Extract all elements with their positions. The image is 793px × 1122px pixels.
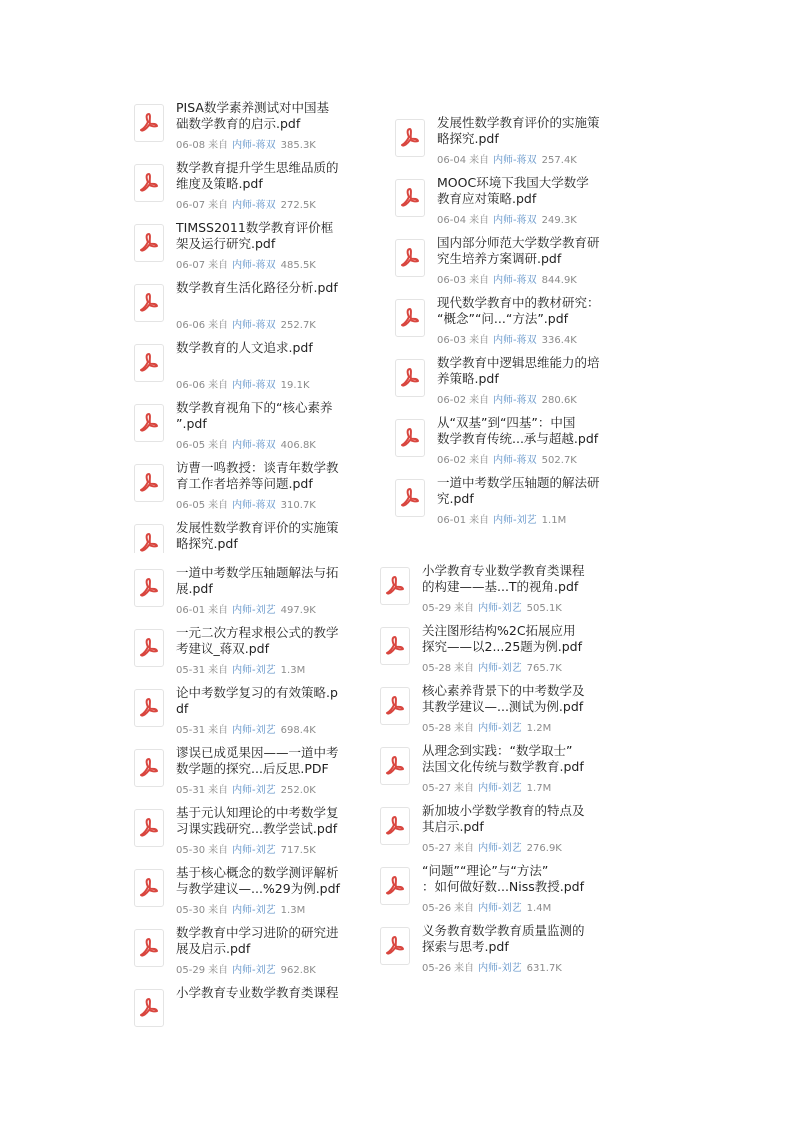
source-prefix: 来自 <box>208 440 229 451</box>
file-name-line-2: 其启示.pdf <box>422 819 484 834</box>
file-name-line-1: TIMSS2011数学教育评价框 <box>176 220 334 235</box>
file-name-line-2: 探索与思考.pdf <box>422 939 509 954</box>
file-date: 06-02 <box>437 395 467 406</box>
source-prefix: 来自 <box>469 395 490 406</box>
file-meta <box>176 961 316 976</box>
pdf-file-icon <box>395 359 425 397</box>
file-name[interactable] <box>422 623 610 655</box>
source-prefix: 来自 <box>208 725 229 736</box>
file-date: 06-06 <box>176 320 206 331</box>
file-meta <box>437 151 577 166</box>
file-name-line-2: 与教学建议—...%29为例.pdf <box>176 881 340 896</box>
file-source[interactable]: 内师-蒋双 <box>493 215 537 226</box>
file-source[interactable]: 内师-蒋双 <box>232 320 276 331</box>
file-list-item[interactable] <box>134 685 360 745</box>
file-name-line-1: 发展性数学教育评价的实施策 <box>176 520 339 535</box>
file-name-line-1: 基于元认知理论的中考数学复 <box>176 805 339 820</box>
file-name-line-2: 究生培养方案调研.pdf <box>437 251 562 266</box>
file-date: 05-28 <box>422 723 452 734</box>
file-name-line-1: 从“双基”到“四基”：中国 <box>437 415 576 430</box>
source-prefix: 来自 <box>469 275 490 286</box>
file-list-item[interactable] <box>380 683 610 743</box>
file-size: 252.0K <box>280 785 316 796</box>
file-name-line-1: 关注图形结构%2C拓展应用 <box>422 623 576 638</box>
file-name[interactable] <box>176 280 380 296</box>
pdf-file-icon <box>380 807 410 845</box>
file-size: 336.4K <box>541 335 577 346</box>
file-name-line-2: 育工作者培养等问题.pdf <box>176 476 313 491</box>
pdf-file-icon <box>134 869 164 907</box>
file-size: 765.7K <box>526 663 562 674</box>
file-name[interactable] <box>422 863 610 895</box>
file-source[interactable]: 内师-刘艺 <box>232 965 276 976</box>
file-list-item[interactable] <box>395 475 620 535</box>
file-name-line-2: 其教学建议—...测试为例.pdf <box>422 699 584 714</box>
file-name-line-1: 从理念到实践：“数学取士” <box>422 743 573 758</box>
file-date: 06-08 <box>176 140 206 151</box>
file-name-line-2: 法国文化传统与数学教育.pdf <box>422 759 584 774</box>
source-prefix: 来自 <box>454 903 475 914</box>
file-name-line-2: 展.pdf <box>176 581 213 596</box>
file-source[interactable]: 内师-蒋双 <box>493 335 537 346</box>
file-name[interactable] <box>176 865 360 897</box>
source-prefix: 来自 <box>469 335 490 346</box>
file-date: 06-01 <box>437 515 467 526</box>
file-date: 05-26 <box>422 963 452 974</box>
pdf-file-icon <box>395 419 425 457</box>
file-meta <box>437 331 577 346</box>
file-date: 05-26 <box>422 903 452 914</box>
pdf-file-icon <box>380 927 410 965</box>
pdf-file-icon <box>395 479 425 517</box>
file-name[interactable] <box>422 803 610 835</box>
file-name-line-2: 维度及策略.pdf <box>176 176 263 191</box>
file-date: 05-30 <box>176 905 206 916</box>
pdf-file-icon <box>380 627 410 665</box>
file-date: 05-31 <box>176 785 206 796</box>
file-size: 717.5K <box>280 845 316 856</box>
file-source[interactable]: 内师-蒋双 <box>493 455 537 466</box>
file-name-line-1: 小学教育专业数学教育类课程 <box>422 563 585 578</box>
file-list-item[interactable] <box>380 563 610 623</box>
file-name[interactable] <box>176 100 380 132</box>
file-size: 272.5K <box>280 200 316 211</box>
source-prefix: 来自 <box>454 843 475 854</box>
file-meta <box>422 599 562 614</box>
file-name[interactable] <box>437 235 620 267</box>
file-name[interactable] <box>437 115 620 147</box>
file-source[interactable]: 内师-蒋双 <box>232 380 276 391</box>
file-list-column-right <box>395 115 620 545</box>
file-date: 06-05 <box>176 440 206 451</box>
pdf-file-icon <box>134 989 164 1027</box>
file-source[interactable]: 内师-刘艺 <box>478 663 522 674</box>
file-list-item[interactable] <box>134 745 360 805</box>
file-name[interactable] <box>437 475 620 507</box>
file-name[interactable] <box>176 340 380 356</box>
file-source[interactable]: 内师-刘艺 <box>232 725 276 736</box>
pdf-file-icon <box>134 344 164 382</box>
file-name-line-1: 一道中考数学压轴题的解法研 <box>437 475 600 490</box>
pdf-file-icon <box>134 749 164 787</box>
file-name[interactable] <box>176 160 380 192</box>
file-date: 06-07 <box>176 260 206 271</box>
file-source[interactable]: 内师-蒋双 <box>232 260 276 271</box>
file-date: 06-03 <box>437 275 467 286</box>
source-prefix: 来自 <box>454 723 475 734</box>
file-meta <box>437 391 577 406</box>
file-size: 19.1K <box>280 380 310 391</box>
file-name-line-2: 数学题的探究...后反思.PDF <box>176 761 329 776</box>
file-date: 06-04 <box>437 155 467 166</box>
file-name-line-1: 谬误已成觅果因——一道中考 <box>176 745 339 760</box>
source-prefix: 来自 <box>208 665 229 676</box>
file-source[interactable]: 内师-刘艺 <box>232 845 276 856</box>
file-name[interactable] <box>437 295 620 327</box>
file-date: 05-28 <box>422 663 452 674</box>
file-date: 05-29 <box>422 603 452 614</box>
file-meta <box>176 376 310 391</box>
file-name-line-2: 探究——以2...25题为例.pdf <box>422 639 583 654</box>
file-name[interactable] <box>176 625 360 657</box>
pdf-file-icon <box>134 569 164 607</box>
file-source[interactable]: 内师-刘艺 <box>478 783 522 794</box>
file-name-line-1: “问题”“理论”与“方法” <box>422 863 549 878</box>
file-meta <box>176 601 316 616</box>
file-name-line-1: 现代数学教育中的教材研究： <box>437 295 600 310</box>
file-meta <box>176 901 305 916</box>
source-prefix: 来自 <box>208 320 229 331</box>
file-name[interactable] <box>176 460 380 492</box>
file-size: 497.9K <box>280 605 316 616</box>
file-size: 1.4M <box>526 903 552 914</box>
source-prefix: 来自 <box>208 965 229 976</box>
file-date: 06-05 <box>176 500 206 511</box>
source-prefix: 来自 <box>208 500 229 511</box>
file-size: 276.9K <box>526 843 562 854</box>
file-name[interactable] <box>176 985 360 1001</box>
file-name-line-1: 义务教育数学教育质量监测的 <box>422 923 585 938</box>
file-name-line-2: ”.pdf <box>176 416 207 431</box>
file-name-line-1: 发展性数学教育评价的实施策 <box>437 115 600 130</box>
pdf-file-icon <box>134 929 164 967</box>
file-name[interactable] <box>176 565 360 597</box>
file-list-item[interactable] <box>395 175 620 235</box>
source-prefix: 来自 <box>454 963 475 974</box>
file-source[interactable]: 内师-蒋双 <box>232 140 276 151</box>
file-date: 06-03 <box>437 335 467 346</box>
file-name-line-2: 习课实践研究...教学尝试.pdf <box>176 821 338 836</box>
file-meta <box>176 436 316 451</box>
file-name-line-1: 数学教育生活化路径分析.pdf <box>176 280 338 295</box>
file-size: 257.4K <box>541 155 577 166</box>
file-source[interactable]: 内师-刘艺 <box>478 843 522 854</box>
file-size: 485.5K <box>280 260 316 271</box>
file-name[interactable] <box>176 520 380 552</box>
file-name-line-2: 教育应对策略.pdf <box>437 191 537 206</box>
file-name-line-1: MOOC环境下我国大学数学 <box>437 175 589 190</box>
file-name-line-1: 访曹一鸣教授：谈青年数学教 <box>176 460 339 475</box>
file-meta <box>176 1021 188 1032</box>
source-prefix: 来自 <box>469 215 490 226</box>
file-source[interactable]: 内师-刘艺 <box>493 515 537 526</box>
file-date: 06-06 <box>176 380 206 391</box>
file-name[interactable] <box>176 685 360 717</box>
file-date: 06-07 <box>176 200 206 211</box>
file-size: 698.4K <box>280 725 316 736</box>
file-source[interactable]: 内师-刘艺 <box>478 603 522 614</box>
file-name-line-1: 一元二次方程求根公式的教学 <box>176 625 339 640</box>
pdf-file-icon <box>134 809 164 847</box>
file-list-item[interactable] <box>134 985 360 1045</box>
file-list-item[interactable] <box>134 280 380 340</box>
file-size: 505.1K <box>526 603 562 614</box>
file-name[interactable] <box>422 743 610 775</box>
file-name-line-2: 究.pdf <box>437 491 474 506</box>
file-name-line-1: 国内部分师范大学数学教育研 <box>437 235 600 250</box>
pdf-file-icon <box>395 239 425 277</box>
file-meta <box>176 316 316 331</box>
file-source[interactable]: 内师-刘艺 <box>232 605 276 616</box>
source-prefix: 来自 <box>208 140 229 151</box>
file-meta <box>176 256 316 271</box>
file-name-line-2: 考建议_蒋双.pdf <box>176 641 269 656</box>
file-name-line-2: 展及启示.pdf <box>176 941 251 956</box>
file-list-item[interactable] <box>134 865 360 925</box>
file-source[interactable]: 内师-蒋双 <box>232 440 276 451</box>
file-size: 310.7K <box>280 500 316 511</box>
file-meta <box>422 899 551 914</box>
pdf-file-icon <box>134 629 164 667</box>
pdf-file-icon <box>134 164 164 202</box>
file-source[interactable]: 内师-刘艺 <box>232 665 276 676</box>
file-date: 05-30 <box>176 845 206 856</box>
file-list-item[interactable] <box>134 805 360 865</box>
file-name-line-1: 小学教育专业数学教育类课程 <box>176 985 339 1000</box>
source-prefix: 来自 <box>208 200 229 211</box>
file-date: 06-04 <box>437 215 467 226</box>
file-name-line-1: 核心素养背景下的中考数学及 <box>422 683 585 698</box>
file-list-item[interactable] <box>134 925 360 985</box>
file-source[interactable]: 内师-蒋双 <box>493 395 537 406</box>
file-name-line-1: 数学教育视角下的“核心素养 <box>176 400 333 415</box>
file-name-line-2: 略探究.pdf <box>176 536 238 551</box>
file-list-item[interactable] <box>380 863 610 923</box>
screenshot-bottom-right <box>365 553 610 988</box>
pdf-file-icon <box>134 284 164 322</box>
file-list-item[interactable] <box>134 565 360 625</box>
file-name-line-2: 略探究.pdf <box>437 131 499 146</box>
file-size: 1.7M <box>526 783 552 794</box>
file-meta <box>437 271 577 286</box>
file-date: 05-27 <box>422 783 452 794</box>
source-prefix: 来自 <box>469 455 490 466</box>
file-list-item[interactable] <box>380 743 610 803</box>
file-meta <box>176 196 316 211</box>
file-source[interactable]: 内师-刘艺 <box>232 905 276 916</box>
file-name-line-2: 数学教育传统...承与超越.pdf <box>437 431 599 446</box>
file-date: 06-01 <box>176 605 206 616</box>
file-source[interactable]: 内师-蒋双 <box>493 155 537 166</box>
file-name-line-1: 数学教育提升学生思维品质的 <box>176 160 339 175</box>
file-name-line-1: 基于核心概念的数学测评解析 <box>176 865 339 880</box>
source-prefix: 来自 <box>454 783 475 794</box>
file-size: 252.7K <box>280 320 316 331</box>
file-name[interactable] <box>437 355 620 387</box>
file-name-line-2: 础数学教育的启示.pdf <box>176 116 301 131</box>
file-date: 05-31 <box>176 665 206 676</box>
file-name-line-1: 数学教育的人文追求.pdf <box>176 340 313 355</box>
file-size: 406.8K <box>280 440 316 451</box>
file-meta <box>437 511 566 526</box>
file-name-line-1: 新加坡小学数学教育的特点及 <box>422 803 585 818</box>
screenshot-top-right <box>380 100 620 548</box>
source-prefix: 来自 <box>208 905 229 916</box>
file-meta <box>176 841 316 856</box>
file-size: 962.8K <box>280 965 316 976</box>
pdf-file-icon <box>380 687 410 725</box>
file-source[interactable]: 内师-蒋双 <box>493 275 537 286</box>
file-size: 249.3K <box>541 215 577 226</box>
source-prefix: 来自 <box>208 785 229 796</box>
file-list-item[interactable] <box>395 295 620 355</box>
file-name-line-2: “概念”“问...“方法”.pdf <box>437 311 569 326</box>
file-date: 05-27 <box>422 843 452 854</box>
file-size: 1.3M <box>280 665 306 676</box>
file-name[interactable] <box>176 400 380 432</box>
file-name[interactable] <box>422 923 610 955</box>
pdf-file-icon <box>134 104 164 142</box>
source-prefix: 来自 <box>454 603 475 614</box>
file-name-line-2: ：如何做好数...Niss教授.pdf <box>422 879 585 894</box>
file-list-item[interactable] <box>380 623 610 683</box>
file-source[interactable]: 内师-蒋双 <box>232 500 276 511</box>
file-meta <box>176 781 316 796</box>
file-name-line-2: 架及运行研究.pdf <box>176 236 276 251</box>
source-prefix: 来自 <box>208 260 229 271</box>
pdf-file-icon <box>395 299 425 337</box>
file-list-item[interactable] <box>134 400 380 460</box>
file-size: 1.2M <box>526 723 552 734</box>
file-meta <box>422 839 562 854</box>
file-name[interactable] <box>176 805 360 837</box>
file-name-line-1: 一道中考数学压轴题解法与拓 <box>176 565 339 580</box>
file-list-item[interactable] <box>134 625 360 685</box>
file-list-column-left <box>134 565 360 1000</box>
file-name[interactable] <box>422 683 610 715</box>
file-date: 05-31 <box>176 725 206 736</box>
file-list-item[interactable] <box>395 355 620 415</box>
file-source[interactable]: 内师-刘艺 <box>478 903 522 914</box>
file-meta <box>437 211 577 226</box>
file-size: 502.7K <box>541 455 577 466</box>
file-size: 631.7K <box>526 963 562 974</box>
file-size: 1.3M <box>280 905 306 916</box>
file-name-line-1: 数学教育中学习进阶的研究进 <box>176 925 339 940</box>
file-name-line-1: 论中考数学复习的有效策略.p <box>176 685 338 700</box>
pdf-file-icon <box>134 404 164 442</box>
pdf-file-icon <box>380 567 410 605</box>
source-prefix: 来自 <box>469 155 490 166</box>
file-list-item[interactable] <box>380 923 610 983</box>
file-list-item[interactable] <box>134 340 380 400</box>
source-prefix: 来自 <box>208 380 229 391</box>
file-list-item[interactable] <box>380 803 610 863</box>
file-name-line-1: 数学教育中逻辑思维能力的培 <box>437 355 600 370</box>
screenshot-bottom <box>120 553 360 1000</box>
source-prefix: 来自 <box>454 663 475 674</box>
pdf-file-icon <box>395 119 425 157</box>
file-meta <box>437 451 577 466</box>
source-prefix: 来自 <box>469 515 490 526</box>
file-list-item[interactable] <box>134 160 380 220</box>
file-meta <box>422 719 551 734</box>
file-source[interactable]: 内师-蒋双 <box>232 200 276 211</box>
file-meta <box>176 661 305 676</box>
file-date: 06-02 <box>437 455 467 466</box>
file-list-column-left <box>134 100 380 551</box>
file-source[interactable]: 内师-刘艺 <box>478 963 522 974</box>
file-list-item[interactable] <box>395 115 620 175</box>
file-meta <box>176 496 316 511</box>
file-list-item[interactable] <box>134 100 380 160</box>
file-list-item[interactable] <box>395 415 620 475</box>
source-prefix: 来自 <box>208 605 229 616</box>
file-name-line-1: PISA数学素养测试对中国基 <box>176 100 329 115</box>
file-list-item[interactable] <box>134 220 380 280</box>
file-name[interactable] <box>437 175 620 207</box>
pdf-file-icon <box>134 224 164 262</box>
pdf-file-icon <box>134 464 164 502</box>
file-size: 1.1M <box>541 515 567 526</box>
file-meta <box>422 779 551 794</box>
file-meta <box>422 959 562 974</box>
file-list-item[interactable] <box>395 235 620 295</box>
screenshot-top <box>120 100 380 551</box>
file-size: 280.6K <box>541 395 577 406</box>
file-meta <box>176 721 316 736</box>
file-size: 844.9K <box>541 275 577 286</box>
file-name[interactable] <box>422 563 610 595</box>
pdf-file-icon <box>134 689 164 727</box>
source-prefix: 来自 <box>208 845 229 856</box>
file-list-column-right <box>380 563 610 988</box>
file-name[interactable] <box>176 745 360 777</box>
file-name[interactable] <box>176 220 380 252</box>
pdf-file-icon <box>395 179 425 217</box>
file-meta <box>176 136 316 151</box>
pdf-file-icon <box>380 867 410 905</box>
file-source[interactable]: 内师-刘艺 <box>478 723 522 734</box>
file-list-item[interactable] <box>134 460 380 520</box>
file-source[interactable]: 内师-刘艺 <box>232 785 276 796</box>
file-name[interactable] <box>176 925 360 957</box>
file-meta <box>422 659 562 674</box>
pdf-file-icon <box>380 747 410 785</box>
file-name-line-2: 养策略.pdf <box>437 371 499 386</box>
file-name[interactable] <box>437 415 620 447</box>
file-size: 385.3K <box>280 140 316 151</box>
file-name-line-2: df <box>176 701 189 716</box>
file-name-line-2: 的构建——基...T的视角.pdf <box>422 579 579 594</box>
file-date: 05-29 <box>176 965 206 976</box>
